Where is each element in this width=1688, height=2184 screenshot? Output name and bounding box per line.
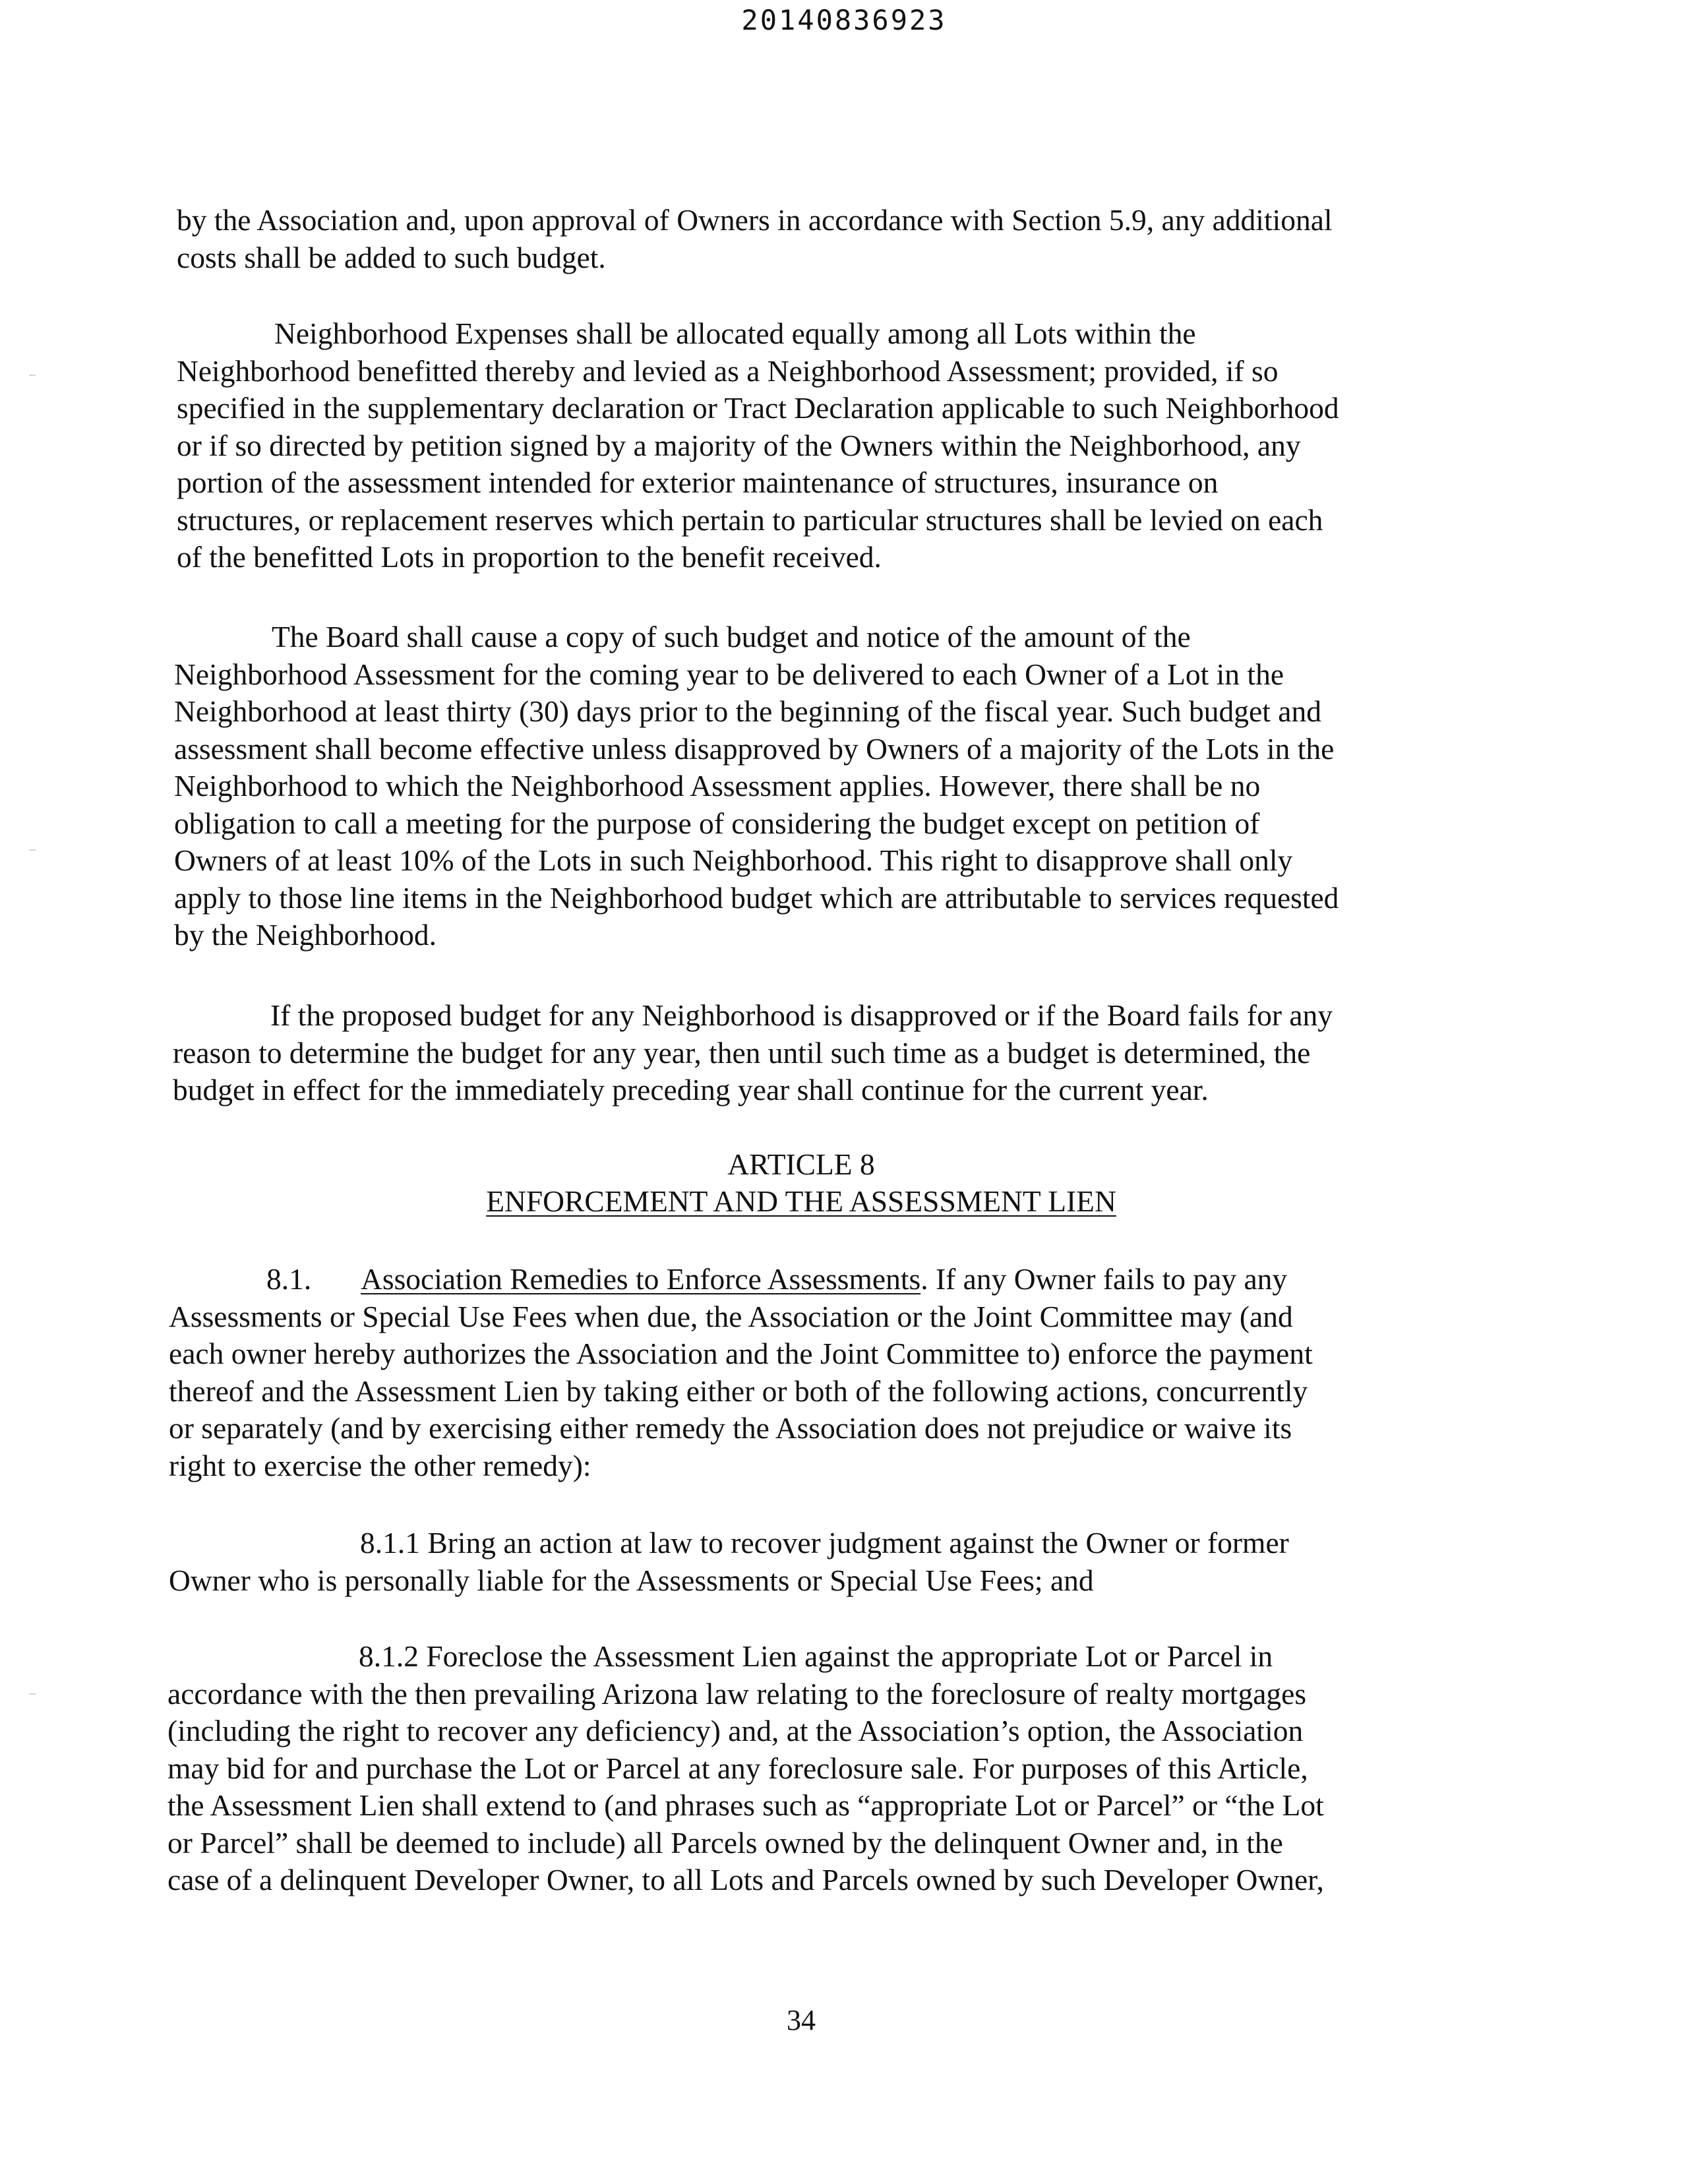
- text-line: 8.1.2 Foreclose the Assessment Lien against the appropriate Lot or Parcel in: [359, 1639, 1273, 1673]
- text-line: reason to determine the budget for any year, then until such time as a budget is determined, the: [173, 1035, 1311, 1070]
- text-line: accordance with the then prevailing Arizona law relating to the foreclosure of realty mortgages: [167, 1676, 1307, 1711]
- text-line: by the Neighborhood.: [174, 918, 437, 952]
- text-line: Neighborhood benefitted thereby and levied as a Neighborhood Assessment; provided, if so: [177, 353, 1279, 388]
- text-fragment: . If any Owner fails to pay any: [920, 1262, 1288, 1296]
- scan-mark: [29, 1693, 36, 1695]
- text-line: assessment shall become effective unless disapproved by Owners of a majority of the Lots in the: [174, 731, 1335, 766]
- section-8-1: [169, 1261, 1313, 1484]
- text-line: may bid for and purchase the Lot or Parcel at any foreclosure sale. For purposes of this Article,: [167, 1751, 1308, 1785]
- text-line: If the proposed budget for any Neighborhood is disapproved or if the Board fails for any: [270, 998, 1333, 1032]
- text-line: Neighborhood Assessment for the coming year to be delivered to each Owner of a Lot in the: [174, 657, 1284, 691]
- section-8-1-2: [167, 1638, 1324, 1899]
- article-number: ARTICLE 8: [727, 1147, 875, 1181]
- text-line: case of a delinquent Developer Owner, to all Lots and Parcels owned by such Developer Owner,: [167, 1863, 1324, 1896]
- text-line: right to exercise the other remedy):: [169, 1448, 591, 1482]
- text-line: obligation to call a meeting for the purpose of considering the budget except on petition of: [174, 806, 1260, 840]
- text-line: Neighborhood to which the Neighborhood Assessment applies. However, there shall be no: [174, 769, 1261, 803]
- text-line: or Parcel” shall be deemed to include) all Parcels owned by the delinquent Owner and, in the: [167, 1825, 1283, 1860]
- section-heading: Association Remedies to Enforce Assessments: [361, 1262, 921, 1296]
- text-line: budget in effect for the immediately preceding year shall continue for the current year.: [173, 1073, 1209, 1107]
- scan-mark: [29, 375, 36, 376]
- text-line: Neighborhood Expenses shall be allocated equally among all Lots within the: [274, 317, 1196, 350]
- section-8-1-1: [169, 1525, 1289, 1599]
- paragraph-budget-disapproved: [173, 997, 1333, 1109]
- text-line: Assessments or Special Use Fees when due, the Association or the Joint Committee may (and: [169, 1299, 1293, 1333]
- paragraph-continuation: [177, 202, 1333, 276]
- section-number: 8.1.: [266, 1262, 312, 1296]
- section-8-1-first-line: [169, 1261, 1313, 1298]
- text-line: (including the right to recover any deficiency) and, at the Association’s option, the Association: [167, 1714, 1304, 1747]
- text-line: Owner who is personally liable for the Assessments or Special Use Fees; and: [169, 1563, 1094, 1597]
- text-line: 8.1.1 Bring an action at law to recover judgment against the Owner or former: [360, 1526, 1289, 1560]
- article-title: [0, 1183, 1602, 1220]
- text-line: Owners of at least 10% of the Lots in such Neighborhood. This right to disapprove shall only: [174, 843, 1293, 877]
- paragraph-board-budget-notice: [174, 619, 1339, 954]
- text-line: each owner hereby authorizes the Association and the Joint Committee to) enforce the payment: [169, 1337, 1313, 1370]
- paragraph-neighborhood-expenses: [177, 315, 1339, 576]
- scan-mark: [29, 849, 36, 851]
- text-line: of the benefitted Lots in proportion to the benefit received.: [177, 540, 882, 574]
- text-line: The Board shall cause a copy of such budget and notice of the amount of the: [272, 620, 1191, 653]
- text-line: costs shall be added to such budget.: [177, 240, 606, 274]
- text-line: thereof and the Assessment Lien by taking either or both of the following actions, concurrently: [169, 1374, 1308, 1408]
- text-line: structures, or replacement reserves which pertain to particular structures shall be levied on each: [177, 502, 1323, 537]
- text-line: by the Association and, upon approval of Owners in accordance with Section 5.9, any additional: [177, 203, 1333, 237]
- text-line: the Assessment Lien shall extend to (and phrases such as “appropriate Lot or Parcel” or “the Lot: [167, 1788, 1324, 1822]
- text-line: or if so directed by petition signed by a majority of the Owners within the Neighborhood, any: [177, 428, 1301, 462]
- page-number: 34: [787, 2004, 816, 2036]
- text-line: or separately (and by exercising either remedy the Association does not prejudice or waive its: [169, 1411, 1292, 1445]
- article-title-text: ENFORCEMENT AND THE ASSESSMENT LIEN: [486, 1184, 1116, 1218]
- text-line: Neighborhood at least thirty (30) days prior to the beginning of the fiscal year. Such budget and: [174, 694, 1321, 728]
- text-line: portion of the assessment intended for exterior maintenance of structures, insurance on: [177, 466, 1219, 499]
- text-line: specified in the supplementary declaration or Tract Declaration applicable to such Neighborhood: [177, 391, 1339, 425]
- text-line: apply to those line items in the Neighborhood budget which are attributable to services requested: [174, 880, 1339, 915]
- recording-number: 20140836923: [741, 4, 947, 36]
